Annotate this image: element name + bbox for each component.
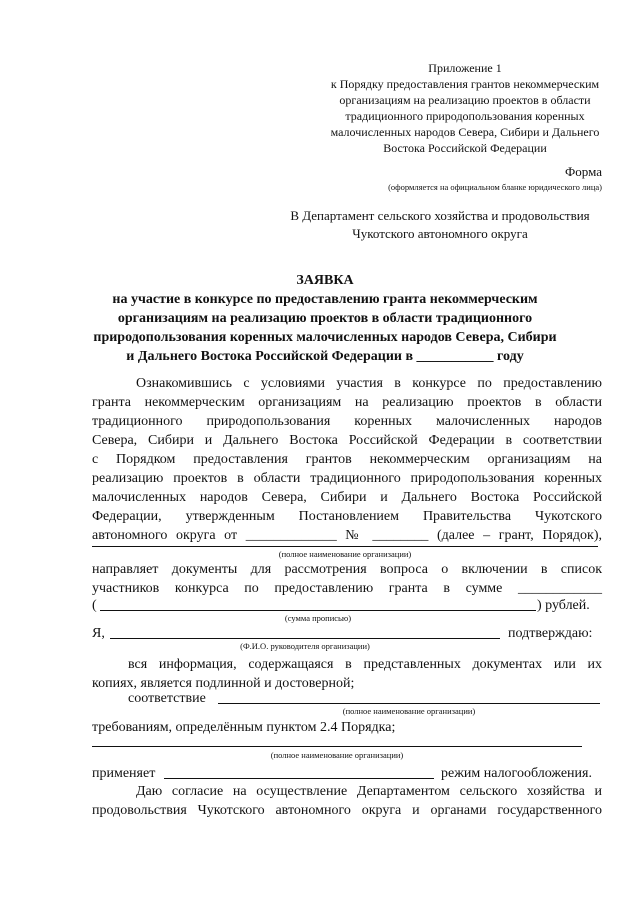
- intro-line: с Порядком предоставления грантов некоммерческим организациям на: [92, 452, 602, 467]
- intro-line: реализацию проектов в области традиционного природопользования коренных: [92, 471, 602, 486]
- consent-paragraph: [92, 782, 602, 820]
- title-line: на участие в конкурсе по предоставлению гранта некоммерческим: [112, 292, 538, 307]
- appendix-line: организациям на реализацию проектов в области: [339, 93, 591, 107]
- appendix-line: малочисленных народов Севера, Сибири и Дальнего: [330, 125, 600, 139]
- appendix-line: Приложение 1: [428, 61, 502, 75]
- applies-label: применяет: [92, 766, 156, 781]
- confirm-label: подтверждаю:: [508, 626, 593, 641]
- info-line: копиях, является подлинной и достоверной;: [92, 676, 355, 691]
- sends-line: направляет документы для рассмотрения вопроса о включении в список: [92, 562, 602, 577]
- caption-org-full-2: (полное наименование организации): [270, 750, 404, 760]
- rubles-close: ) рублей.: [537, 598, 590, 613]
- appendix-block: [310, 60, 620, 156]
- compliance-org-field[interactable]: [218, 703, 600, 704]
- consent-line: продовольствия Чукотского автономного округа и органами государственного: [92, 803, 602, 818]
- title-line: и Дальнего Востока Российской Федерации в ___________ году: [126, 349, 524, 364]
- addressee-block: [290, 207, 590, 243]
- rubles-open: (: [92, 598, 97, 613]
- title-line: природопользования коренных малочисленных народов Севера, Сибири: [93, 330, 557, 345]
- appendix-line: к Порядку предоставления грантов некоммерческим: [330, 77, 600, 91]
- caption-head-name: (Ф.И.О. руководителя организации): [240, 641, 370, 651]
- intro-line: автономного округа от _____________ № ________ (далее – грант, Порядок),: [92, 528, 602, 543]
- document-title: [80, 271, 570, 366]
- appendix-line: Востока Российской Федерации: [383, 141, 547, 155]
- addressee-line: В Департамент сельского хозяйства и продовольствия: [290, 208, 590, 223]
- tax-regime-field[interactable]: [164, 778, 434, 779]
- intro-line: малочисленных народов Севера, Сибири и Дальнего Востока Российской: [92, 490, 602, 505]
- intro-line: традиционного природопользования коренных малочисленных народов: [92, 414, 602, 429]
- sum-words-field[interactable]: [100, 610, 536, 611]
- requirements-text: требованиям, определённым пунктом 2.4 Порядка;: [92, 720, 396, 735]
- intro-line: гранта некоммерческим организациям на реализацию проектов в области: [92, 395, 602, 410]
- intro-paragraph: [92, 374, 602, 545]
- tax-regime-label: режим налогообложения.: [441, 766, 592, 781]
- compliance-label: соответствие: [128, 691, 206, 706]
- sends-line: участников конкурса по предоставлению гранта в сумме ____________: [92, 581, 602, 596]
- addressee-line: Чукотского автономного округа: [352, 226, 528, 241]
- info-paragraph: [92, 655, 602, 693]
- caption-org-name: (полное наименование организации): [342, 706, 476, 716]
- org-name-field-2[interactable]: [92, 746, 582, 747]
- i-label: Я,: [92, 626, 105, 641]
- intro-line: Ознакомившись с условиями участия в конкурсе по предоставлению: [136, 376, 602, 391]
- sends-paragraph: [92, 560, 602, 598]
- org-name-field[interactable]: [92, 546, 598, 547]
- title-line: организациям на реализацию проектов в области традиционного: [117, 311, 533, 326]
- consent-line: Даю согласие на осуществление Департаментом сельского хозяйства и: [136, 784, 602, 799]
- info-line: вся информация, содержащаяся в представленных документах или их: [128, 657, 602, 672]
- form-note: (оформляется на официальном бланке юридического лица): [388, 182, 602, 192]
- form-label: Форма: [565, 164, 602, 179]
- caption-org-full: (полное наименование организации): [278, 549, 412, 559]
- appendix-line: традиционного природопользования коренных: [345, 109, 585, 123]
- intro-line: Севера, Сибири и Дальнего Востока Российской Федерации в соответствии: [92, 433, 602, 448]
- head-name-field[interactable]: [110, 638, 500, 639]
- title-main: ЗАЯВКА: [296, 273, 354, 288]
- intro-line: Федерации, утвержденным Постановлением Правительства Чукотского: [92, 509, 602, 524]
- caption-sum-words: (сумма прописью): [284, 613, 352, 623]
